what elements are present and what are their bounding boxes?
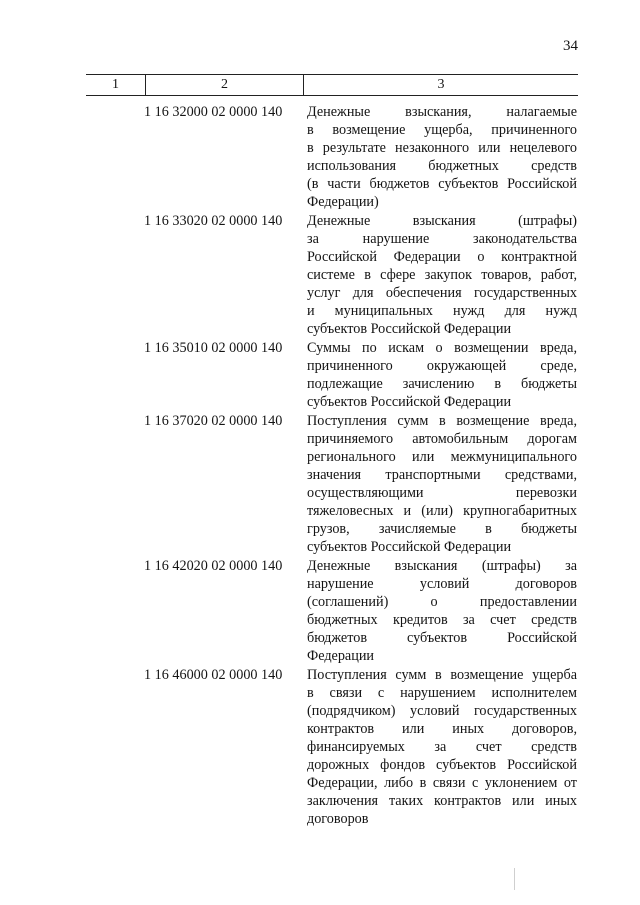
description-line: Поступления сумм в возмещение вреда,	[307, 413, 577, 429]
description-line: в результате незаконного или нецелевого	[307, 140, 577, 156]
classification-code: 1 16 37020 02 0000 140	[144, 413, 283, 429]
description-line: системе в сфере закупок товаров, работ,	[307, 267, 577, 283]
classification-code: 1 16 42020 02 0000 140	[144, 558, 283, 574]
table-body	[144, 103, 584, 829]
description-line: заключения таких контрактов или иных	[307, 793, 577, 809]
description-line: Российской Федерации о контрактной	[307, 249, 577, 265]
description-line: субъектов Российской Федерации	[307, 321, 512, 337]
description-line: контрактов или иных договоров,	[307, 721, 577, 737]
table-row	[144, 212, 584, 338]
classification-code: 1 16 35010 02 0000 140	[144, 340, 283, 356]
table-row	[144, 557, 584, 665]
description-line: и муниципальных нужд для нужд	[307, 303, 577, 319]
description-line: Денежные взыскания (штрафы)	[307, 213, 577, 229]
description-line: грузов, зачисляемые в бюджеты	[307, 521, 577, 537]
description-line: причиненного окружающей среде,	[307, 358, 577, 374]
revenue-description	[307, 212, 577, 338]
description-line: Денежные взыскания (штрафы) за	[307, 558, 577, 574]
page-number: 34	[563, 38, 578, 54]
description-line: (подрядчиком) условий государственных	[307, 703, 577, 719]
description-line: субъектов Российской Федерации	[307, 394, 512, 410]
revenue-description	[307, 666, 577, 828]
description-line: Федерации	[307, 648, 375, 664]
description-line: субъектов Российской Федерации	[307, 539, 512, 555]
description-line: услуг для обеспечения государственных	[307, 285, 577, 301]
description-line: Поступления сумм в возмещение ущерба	[307, 667, 577, 683]
description-line: (соглашений) о предоставлении	[307, 594, 577, 610]
description-line: использования бюджетных средств	[307, 158, 577, 174]
scan-mark	[514, 868, 515, 890]
description-line: значения транспортными средствами,	[307, 467, 577, 483]
header-col-2: 2	[146, 75, 304, 95]
table-row	[144, 666, 584, 828]
description-line: бюджетов субъектов Российской	[307, 630, 577, 646]
table-row	[144, 412, 584, 556]
header-col-3: 3	[437, 77, 445, 92]
revenue-description	[307, 412, 577, 556]
description-line: в связи с нарушением исполнителем	[307, 685, 577, 701]
description-line: Федерации)	[307, 194, 379, 210]
description-line: за нарушение законодательства	[307, 231, 577, 247]
table-header	[86, 74, 578, 96]
description-line: причиняемого автомобильным дорогам	[307, 431, 577, 447]
description-line: финансируемых за счет средств	[307, 739, 577, 755]
description-line: осуществляющими перевозки	[307, 485, 577, 501]
description-line: Денежные взыскания, налагаемые	[307, 104, 577, 120]
classification-code: 1 16 33020 02 0000 140	[144, 213, 283, 229]
description-line: договоров	[307, 811, 369, 827]
classification-code: 1 16 46000 02 0000 140	[144, 667, 283, 683]
revenue-description	[307, 557, 577, 665]
description-line: бюджетных кредитов за счет средств	[307, 612, 577, 628]
description-line: подлежащие зачислению в бюджеты	[307, 376, 577, 392]
revenue-description	[307, 103, 577, 211]
table-row	[144, 339, 584, 411]
classification-code: 1 16 32000 02 0000 140	[144, 104, 283, 120]
header-col-1: 1	[86, 75, 146, 95]
description-line: тяжеловесных и (или) крупногабаритных	[307, 503, 577, 519]
table-row	[144, 103, 584, 211]
description-line: Суммы по искам о возмещении вреда,	[307, 340, 577, 356]
description-line: нарушение условий договоров	[307, 576, 577, 592]
description-line: Федерации, либо в связи с уклонением от	[307, 775, 577, 791]
description-line: регионального или межмуниципального	[307, 449, 577, 465]
description-line: (в части бюджетов субъектов Российской	[307, 176, 577, 192]
description-line: дорожных фондов субъектов Российской	[307, 757, 577, 773]
description-line: в возмещение ущерба, причиненного	[307, 122, 577, 138]
revenue-description	[307, 339, 577, 411]
